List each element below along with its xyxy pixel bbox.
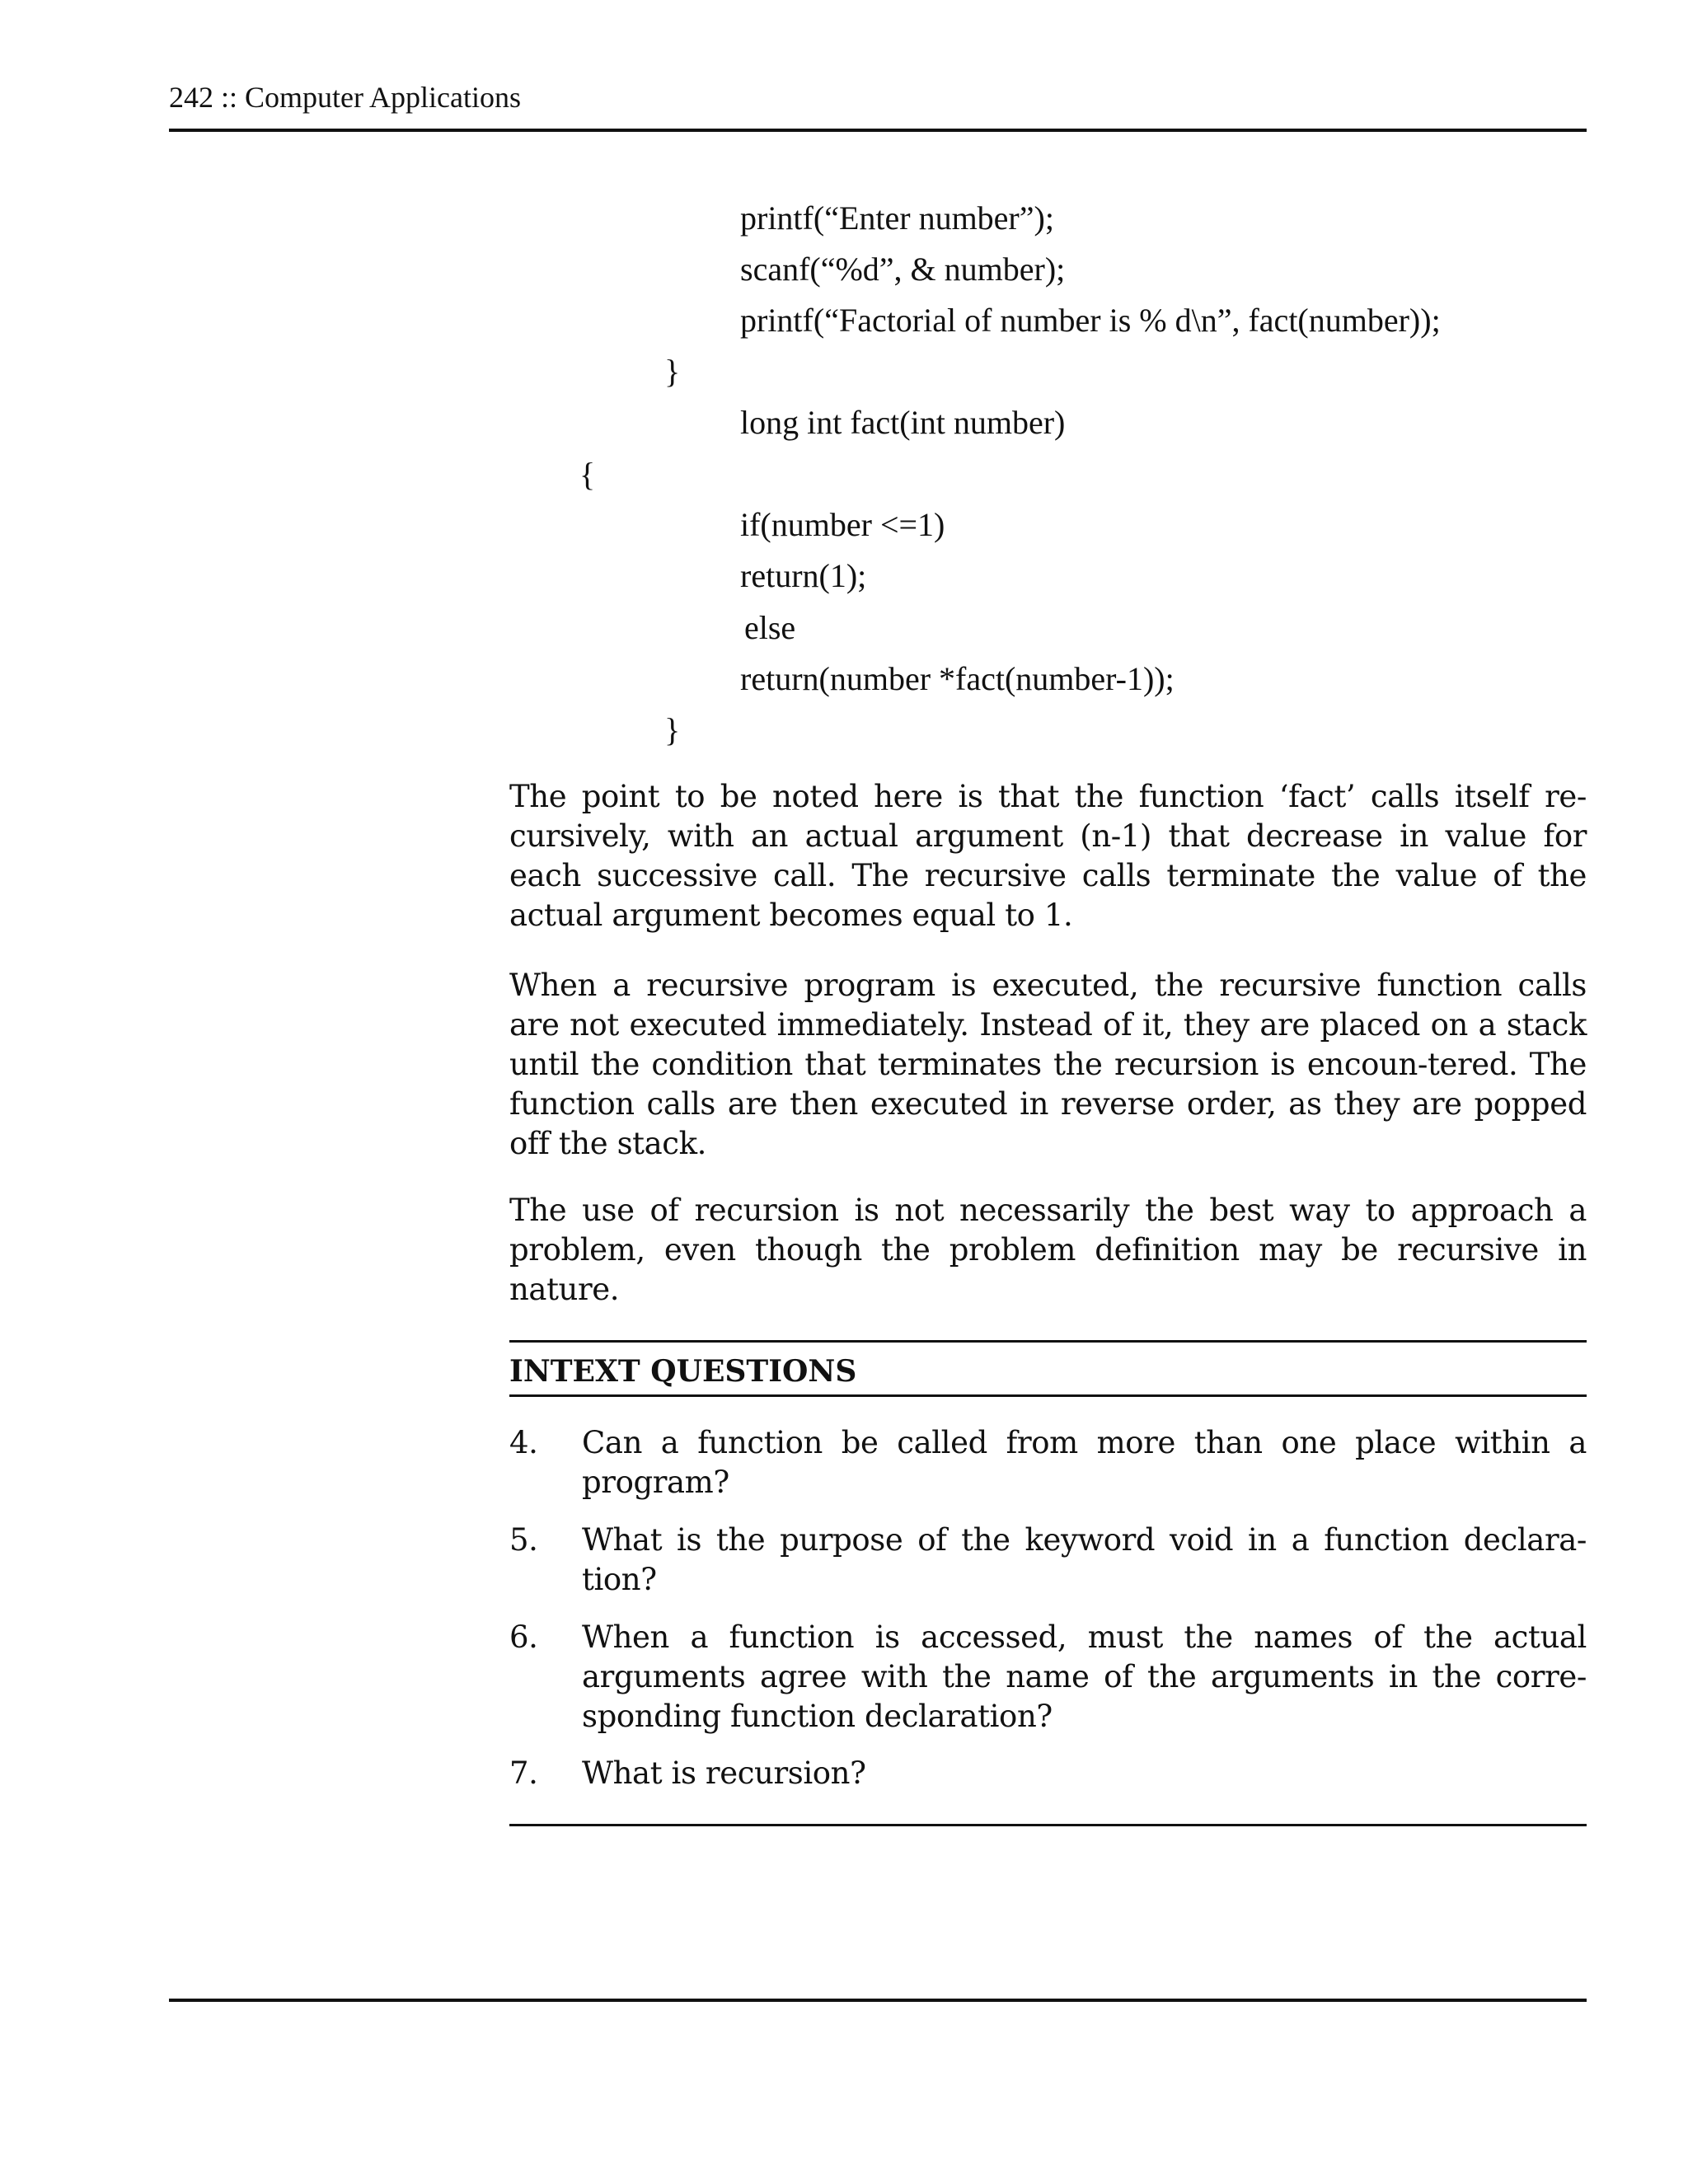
code-line: printf(“Factorial of number is % d\n”, fact(number)); (740, 302, 1441, 339)
intext-bottom-rule (509, 1824, 1587, 1826)
body-paragraph: When a recursive program is executed, the recursive function calls are not executed immediately. Instead of it, they are placed on a stack until the condition that terminates the recursion is encoun-tered. The function calls are then executed in reverse order, as they are popped off the stack. (509, 968, 1587, 1161)
header-rule (169, 129, 1587, 132)
question-text: Can a function be called from more than one place within a program? (582, 1425, 1587, 1500)
question-text: What is the purpose of the keyword void in a function declara-tion? (582, 1522, 1587, 1597)
code-line: } (664, 711, 681, 748)
code-line: { (579, 456, 596, 493)
question-item (509, 1618, 1587, 1736)
code-line: return(number *fact(number-1)); (740, 660, 1175, 697)
body-paragraph: The point to be noted here is that the function ‘fact’ calls itself re-cursively, with an actual argument (n-1) that decrease in value for each successive call. The recursive calls terminate the value of the actual argument becomes equal to 1. (509, 779, 1587, 933)
question-item (509, 1754, 1587, 1793)
question-item (509, 1521, 1587, 1600)
question-number: 6. (509, 1619, 538, 1655)
intext-heading: INTEXT QUESTIONS (509, 1354, 857, 1389)
running-head: 242 :: Computer Applications (169, 81, 521, 114)
code-line: if(number <=1) (740, 506, 945, 543)
intext-heading-rule (509, 1394, 1587, 1397)
body-paragraph: The use of recursion is not necessarily the best way to approach a problem, even though the problem definition may be recursive in nature. (509, 1193, 1587, 1307)
question-text: When a function is accessed, must the names of the actual arguments agree with the name of the arguments in the corre-sponding function declaration? (582, 1619, 1587, 1734)
code-line: long int fact(int number) (740, 404, 1066, 441)
question-text: What is recursion? (582, 1755, 866, 1791)
question-number: 4. (509, 1425, 538, 1460)
question-number: 5. (509, 1522, 538, 1558)
code-line: } (664, 353, 681, 390)
intext-top-rule (509, 1340, 1587, 1343)
question-item (509, 1423, 1587, 1502)
footer-rule (169, 1999, 1587, 2002)
question-number: 7. (509, 1755, 538, 1791)
code-line: printf(“Enter number”); (740, 199, 1054, 237)
code-line: return(1); (740, 557, 867, 594)
code-line: scanf(“%d”, & number); (740, 251, 1066, 288)
code-line: else (744, 609, 796, 646)
